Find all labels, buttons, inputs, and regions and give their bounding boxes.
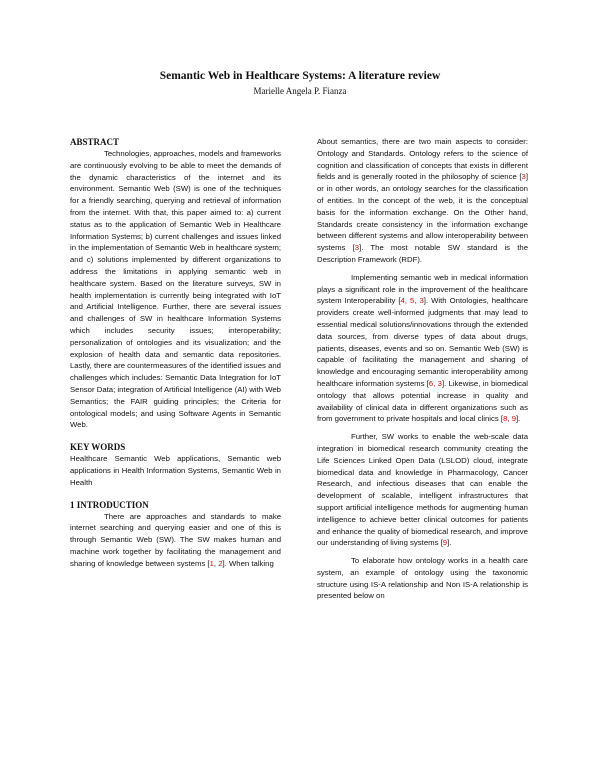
citation-link[interactable]: 4, 5, 3 [400, 296, 424, 306]
citation-link[interactable]: 9 [442, 538, 448, 548]
text-run: ]. Likewise, in biomedical ontology that allows potential increase in quality and availability of clinical data in different organizations such as from government to private hospitals and local clinics [ [317, 378, 528, 424]
citation-link[interactable]: 1 [209, 558, 214, 568]
left-column [70, 136, 281, 570]
semantics-paragraph [317, 136, 528, 266]
right-column [317, 136, 528, 602]
implementation-paragraph [317, 272, 528, 425]
keywords-heading: KEY WORDS [70, 442, 126, 453]
text-run: ]. [516, 414, 521, 424]
integration-paragraph [317, 431, 528, 549]
text-run: ]. [447, 538, 452, 548]
text-run: ] or in other words, an ontology searches for the classification of entities. In the concept of the web, it is the conceptual basis for the information exchange. On the Other hand, Standards create consistency in the information exchange between different systems and allow interoperability between systems [ [317, 172, 528, 253]
keywords-text: Healthcare Semantic Web applications, Semantic web applications in Health Information Systems, Semantic Web in Health [70, 454, 281, 487]
text-run: Implementing semantic web in medical information plays a significant role in the improvement of the healthcare system Interoperability [ [317, 272, 528, 306]
abstract-heading: ABSTRACT [70, 137, 120, 147]
introduction-paragraph [70, 511, 281, 570]
text-run: About semantics, there are two main aspects to consider: Ontology and Standards. Ontology refers to the science of cognition and classification of concepts that exists in different fields and is generally rooted in the philosophy of science [ [317, 137, 528, 182]
text-run: Further, SW works to enable the web-scale data integration in biomedical research community creating the Life Sciences Linked Open Data (LSLOD) cloud, integrate biomedical data and knowledge in Pharmacology, Cancer Research, and infectious diseases that can enable the development of scalable, intelligent infrastructures that support artificial intelligence methods for augmenting human intelligence to achieve better clinical outcomes for patients and enhance the quality of biomedical research, and improve our understanding of living systems [ [317, 432, 528, 548]
citation-link[interactable]: 3 [521, 172, 526, 182]
author-name: Marielle Angela P. Fianza [253, 86, 347, 96]
text-run: ]. With Ontologies, healthcare providers create well-informed judgments that may lead to essential medical solutions/innovations through the extended data sources, from diverse types of data about drugs, patients, diseases, events and so on. Semantic Web (SW) is capable of facilitating the management and sharing of knowledge and encouraging semantic interoperability among healthcare information systems [ [317, 296, 529, 388]
intro-text: There are approaches and standards to make internet searching and querying easier and one of this is through Semantic Web (SW). The SW makes human and machine work together by facilitating the management and sharing of knowledge between systems [ [70, 511, 281, 568]
abstract-text: Technologies, approaches, models and frameworks are continuously evolving to be able to meet the demands of the dynamic characteristics of the internet and its environment. Semantic Web (SW) is one of the techniques for a friendly searching, querying and retrieval of information from the internet. With that, this paper aimed to: a) current status as to the application of Semantic Web in Healthcare Information Systems; b) current challenges and issues linked in the implementation of Semantic Web in healthcare system; and c) solutions implemented by different organizations to address the limitations in applying semantic web in healthcare system. Based on the literature surveys, SW in health implementation is currently being integrated with IoT and Artificial Intelligence. Further, there are several issues and challenges of SW in healthcare Information Systems which includes security issues; interoperability; personalization of ontologies and its visualization; and the explosion of health data and semantic data repositories. Lastly, there are countermeasures of the identified issues and challenges which includes: Semantic Data Integration for IoT Sensor Data; integration of Artificial Intelligence (AI) with Web Semantics; the FAIR guiding principles; the Criteria for ontological models; and using Software Agents in Semantic Web. [70, 149, 281, 430]
text-run: ]. The most notable SW standard is the Description Framework (RDF). [317, 243, 528, 264]
paper-title: Semantic Web in Healthcare Systems: A literature review [159, 70, 441, 82]
citation-link[interactable]: 3 [354, 243, 360, 253]
citation-link[interactable]: 8, 9 [503, 414, 517, 424]
introduction-heading: 1 INTRODUCTION [70, 499, 149, 510]
citation-link[interactable]: 2 [218, 558, 223, 568]
citation-link[interactable]: 6, 3 [428, 378, 442, 388]
citation-separator: , [213, 558, 219, 568]
ontology-example-paragraph: To elaborate how ontology works in a health care system, an example of ontology using the taxonomic structure using IS-A relationship and Non IS-A relationship is presented below on [317, 556, 528, 601]
intro-tail: ]. When talking [222, 558, 274, 568]
